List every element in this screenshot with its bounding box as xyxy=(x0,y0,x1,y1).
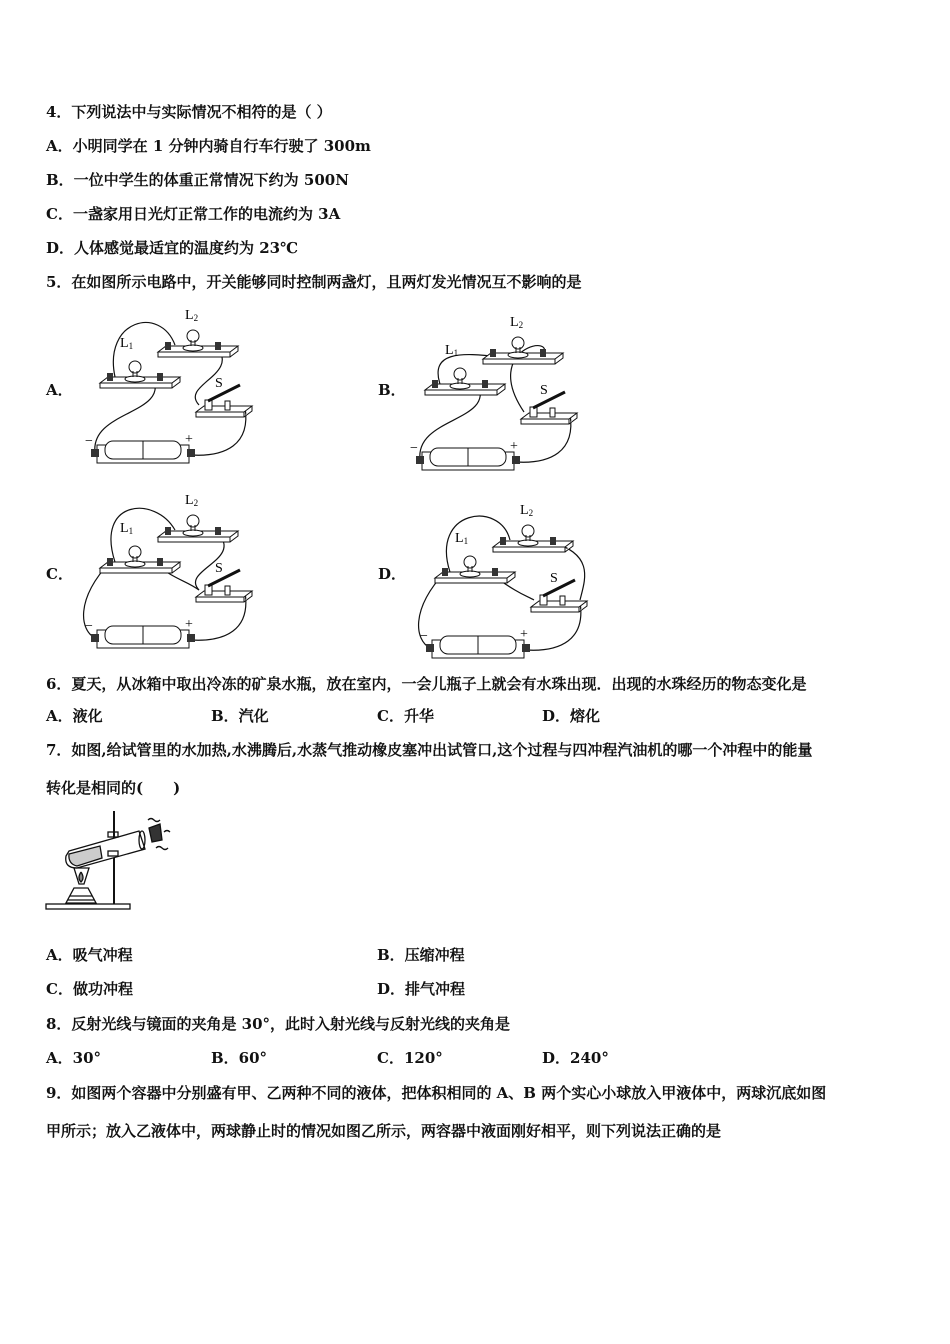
lamp-l2-socket xyxy=(183,345,203,351)
option-b: B．60° xyxy=(211,1049,268,1067)
lamp-l1-bulb-icon xyxy=(129,361,141,373)
lamp-l2-socket xyxy=(183,530,203,536)
lamp-l2-socket xyxy=(508,352,528,358)
switch-board xyxy=(196,591,252,602)
battery-terminal xyxy=(522,644,530,652)
lamp-l1-terminal xyxy=(432,380,438,388)
switch-contact xyxy=(225,586,230,595)
question-stem: 4．下列说法中与实际情况不相符的是（ ） xyxy=(46,103,332,121)
lamp-l2-terminal xyxy=(215,342,221,350)
lamp-l1-terminal xyxy=(157,558,163,566)
switch-lever xyxy=(208,385,240,401)
lamp-l1-socket xyxy=(125,561,145,567)
battery-terminal xyxy=(187,634,195,642)
lamp-l2-terminal xyxy=(540,349,546,357)
switch-contact xyxy=(225,401,230,410)
switch-board xyxy=(531,601,587,612)
switch-board xyxy=(521,413,577,424)
lamp-l1-terminal xyxy=(442,568,448,576)
option-c: C．做功冲程 xyxy=(46,980,133,998)
question-stem: 6．夏天，从冰箱中取出冷冻的矿泉水瓶，放在室内，一会儿瓶子上就会有水珠出现．出现的水珠经历的物态变化是 xyxy=(46,675,807,693)
lamp-l2-terminal xyxy=(550,537,556,545)
circuit-diagram-c xyxy=(75,490,255,655)
label-plus: + xyxy=(185,432,193,447)
lamp-l2-terminal xyxy=(165,342,171,350)
question-stem: 9．如图两个容器中分别盛有甲、乙两种不同的液体，把体积相同的 A、B 两个实心小球放入甲液体中，两球沉底如图 xyxy=(46,1084,827,1102)
circuit-diagram-b xyxy=(400,312,580,477)
option-a: A．30° xyxy=(46,1049,102,1067)
option-a: A．液化 xyxy=(46,707,103,725)
option-a: A．吸气冲程 xyxy=(46,946,133,964)
battery-terminal xyxy=(91,634,99,642)
lamp-l2-terminal xyxy=(500,537,506,545)
label-plus: + xyxy=(520,627,528,642)
switch-contact xyxy=(550,408,555,417)
option-d: D．240° xyxy=(542,1049,609,1067)
option-c: C．升华 xyxy=(377,707,434,725)
option-d: D． xyxy=(378,565,407,583)
test-tube-heating-figure xyxy=(44,806,179,914)
switch-lever xyxy=(543,580,575,596)
label-l2: L2 xyxy=(185,308,199,323)
battery-terminal xyxy=(512,456,520,464)
label-l2: L2 xyxy=(520,503,534,518)
lamp-l1-bulb-icon xyxy=(129,546,141,558)
lamp-l2-bulb-icon xyxy=(512,337,524,349)
switch-lever xyxy=(208,570,240,586)
option-c: C．120° xyxy=(377,1049,443,1067)
battery-terminal xyxy=(187,449,195,457)
question-stem: 8．反射光线与镜面的夹角是 30°，此时入射光线与反射光线的夹角是 xyxy=(46,1015,511,1033)
label-minus: − xyxy=(410,441,418,456)
label-l1: L1 xyxy=(120,336,134,351)
lamp-l1-terminal xyxy=(107,558,113,566)
label-plus: + xyxy=(185,617,193,632)
option-b: B．汽化 xyxy=(211,707,269,725)
label-l1: L1 xyxy=(120,521,134,536)
option-d: D．排气冲程 xyxy=(377,980,466,998)
option-b: B．压缩冲程 xyxy=(377,946,465,964)
question-stem: 5．在如图所示电路中，开关能够同时控制两盏灯，且两灯发光情况互不影响的是 xyxy=(46,273,582,291)
lamp-l2-bulb-icon xyxy=(187,515,199,527)
lamp-l2-terminal xyxy=(215,527,221,535)
switch-contact xyxy=(560,596,565,605)
switch-lever xyxy=(533,392,565,408)
lamp-l2-socket xyxy=(518,540,538,546)
label-minus: − xyxy=(85,619,93,634)
label-switch: S xyxy=(215,376,223,391)
lamp-l2-bulb-icon xyxy=(187,330,199,342)
option-a: A． xyxy=(46,381,73,399)
battery-terminal xyxy=(416,456,424,464)
lamp-l1-terminal xyxy=(492,568,498,576)
label-switch: S xyxy=(540,383,548,398)
label-plus: + xyxy=(510,439,518,454)
question-stem-cont: 转化是相同的( ) xyxy=(46,779,181,797)
option-d: D．人体感觉最适宜的温度约为 23℃ xyxy=(46,239,299,257)
lamp-l2-bulb-icon xyxy=(522,525,534,537)
option-b: B．一位中学生的体重正常情况下约为 500N xyxy=(46,171,349,189)
lamp-l1-socket xyxy=(460,571,480,577)
lamp-l1-terminal xyxy=(107,373,113,381)
question-stem-cont: 甲所示；放入乙液体中，两球静止时的情况如图乙所示，两容器中液面刚好相平，则下列说法正确的是 xyxy=(46,1122,722,1140)
battery-terminal xyxy=(426,644,434,652)
question-stem: 7．如图,给试管里的水加热,水沸腾后,水蒸气推动橡皮塞冲出试管口,这个过程与四冲程汽油机的哪一个冲程中的能量 xyxy=(46,741,813,759)
option-d: D．熔化 xyxy=(542,707,601,725)
circuit-diagram-a xyxy=(75,305,255,470)
switch-board xyxy=(196,406,252,417)
option-c: C． xyxy=(46,565,73,583)
label-minus: − xyxy=(85,434,93,449)
lamp-l2-terminal xyxy=(165,527,171,535)
battery-terminal xyxy=(91,449,99,457)
label-l1: L1 xyxy=(445,343,459,358)
lamp-l1-socket xyxy=(450,383,470,389)
option-a: A．小明同学在 1 分钟内骑自行车行驶了 300m xyxy=(46,137,371,155)
label-l1: L1 xyxy=(455,531,469,546)
label-minus: − xyxy=(420,629,428,644)
circuit-diagram-d xyxy=(410,500,590,665)
lamp-l1-terminal xyxy=(157,373,163,381)
label-switch: S xyxy=(215,561,223,576)
lamp-l1-bulb-icon xyxy=(454,368,466,380)
label-switch: S xyxy=(550,571,558,586)
lamp-l1-terminal xyxy=(482,380,488,388)
label-l2: L2 xyxy=(185,493,199,508)
lamp-l1-bulb-icon xyxy=(464,556,476,568)
option-c: C．一盏家用日光灯正常工作的电流约为 3A xyxy=(46,205,341,223)
label-l2: L2 xyxy=(510,315,524,330)
lamp-l2-terminal xyxy=(490,349,496,357)
lamp-l1-socket xyxy=(125,376,145,382)
option-b: B． xyxy=(378,381,406,399)
